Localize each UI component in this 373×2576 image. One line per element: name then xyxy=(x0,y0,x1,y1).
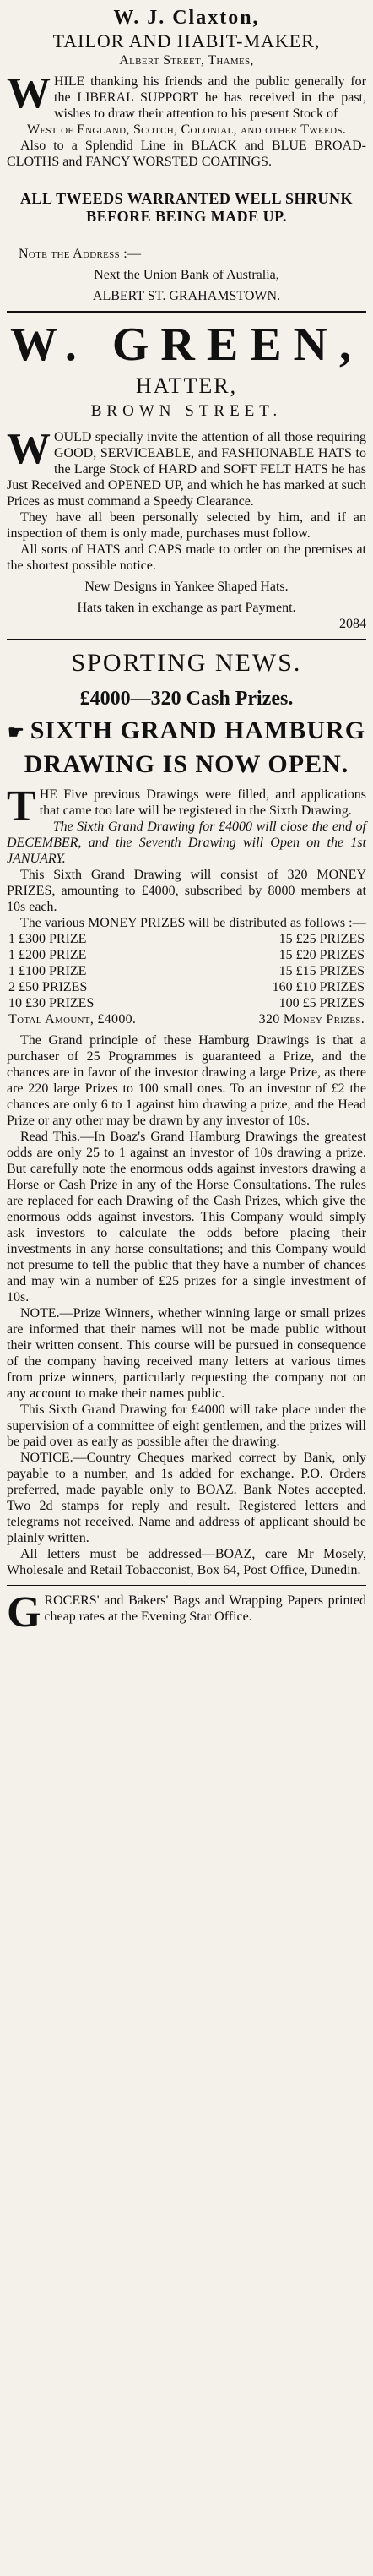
prize-right-cell: 15 £15 PRIZES xyxy=(278,964,365,979)
total-prizes: 320 Money Prizes. xyxy=(258,1012,365,1027)
paragraph-sixth-drawing: The Sixth Grand Drawing for £4000 will close the end of DECEMBER, and the Seventh Drawing will Open on the 1st JANUARY. xyxy=(7,820,366,867)
prize-left-cell: 1 £200 PRIZE xyxy=(8,948,87,963)
prize-row xyxy=(7,963,366,979)
green-advertisement xyxy=(7,319,366,632)
sporting-news-advertisement xyxy=(7,649,366,1578)
paragraph-prize-winners: NOTE.—Prize Winners, whether winning large or small prizes are informed that their names will not be made public without their written consent. This course will be pursued in consequence of the company having received many letters at various times from prize winners, particularly requesting the company not on any account to make their names public. xyxy=(7,1306,366,1402)
prize-right-cell: 15 £20 PRIZES xyxy=(278,948,365,963)
prize-right-cell: 15 £25 PRIZES xyxy=(278,932,365,947)
prize-table xyxy=(7,931,366,1027)
advertiser-name: W. GREEN, xyxy=(9,319,363,371)
designs-text: New Designs in Yankee Shaped Hats. xyxy=(84,580,289,594)
grocers-advertisement xyxy=(7,1588,366,1637)
drop-cap: W xyxy=(7,425,51,473)
paragraph-distribution: The various MONEY PRIZES will be distributed as follows :— xyxy=(20,916,366,931)
pointing-hand-icon: ☛ xyxy=(7,722,25,743)
selection-text: They have all been personally selected by him, and if an inspection of them is only made, purchases must follow. xyxy=(7,510,366,541)
paragraph-address: All letters must be addressed—BOAZ, care Mr Mosely, Wholesale and Retail Tobacconist, Box 64, Post Office, Dunedin. xyxy=(7,1547,366,1578)
prize-left-cell: 10 £30 PRIZES xyxy=(8,996,95,1011)
trade-title: HATTER, xyxy=(135,373,238,398)
prize-left-cell: 1 £100 PRIZE xyxy=(8,964,87,979)
intro-text: OULD specially invite the attention of all those requiring GOOD, SERVICEABLE, and FASHIONABLE HATS to the Large Stock of HARD and SOFT FELT HATS he has Just Received and OPENED UP, and which he has marked at such Prices as must command a Speedy Clearance. xyxy=(7,430,366,509)
section-heading: SPORTING NEWS. xyxy=(71,649,302,677)
section-divider xyxy=(7,1585,366,1586)
reference-number: 2084 xyxy=(339,617,366,631)
prize-left-cell: 1 £300 PRIZE xyxy=(8,932,87,947)
warranty-text: ALL TWEEDS WARRANTED WELL SHRUNK BEFORE BEING MADE UP. xyxy=(19,190,354,225)
section-divider xyxy=(7,311,366,313)
tweeds-line: West of England, Scotch, Colonial, and other Tweeds. xyxy=(26,123,347,137)
prize-row xyxy=(7,995,366,1011)
prize-right-cell: 100 £5 PRIZES xyxy=(278,996,365,1011)
paragraph-prizes: This Sixth Grand Drawing will consist of 320 MONEY PRIZES, amounting to £4000, subscribed by 8000 members at 10s each. xyxy=(7,868,366,915)
prize-total-row xyxy=(7,1011,366,1027)
section-divider xyxy=(7,639,366,640)
prize-row xyxy=(7,947,366,963)
total-amount: Total Amount, £4000. xyxy=(8,1012,137,1027)
prize-row xyxy=(7,931,366,947)
address-note: Note the Address :— xyxy=(19,247,142,261)
drop-cap: W xyxy=(7,69,51,117)
broadcloth-text: Also to a Splendid Line in BLACK and BLUE BROAD-CLOTHS and FANCY WORSTED COATINGS. xyxy=(7,139,366,169)
drop-cap: G xyxy=(7,1588,41,1637)
paragraph-notice: NOTICE.—Country Cheques marked correct by Bank, only payable to a number, and 1s added for exchange. P.O. Orders preferred, made payable only to BOAZ. Bank Notes accepted. Two 2d stamps for reply and result. Registered letters and telegrams not received. Name and address of applicant should be plainly written. xyxy=(7,1451,366,1546)
drawing-headline-line2: DRAWING IS NOW OPEN. xyxy=(24,750,349,779)
street-name: BROWN STREET. xyxy=(90,402,283,420)
trade-title: TAILOR AND HABIT-MAKER, xyxy=(52,30,321,52)
drop-cap: T xyxy=(7,782,36,831)
grocers-text: ROCERS' and Bakers' Bags and Wrapping Papers printed cheap rates at the Evening Star Office. xyxy=(44,1593,366,1625)
next-to-text: Next the Union Bank of Australia, xyxy=(94,268,279,282)
exchange-text: Hats taken in exchange as part Payment. xyxy=(77,601,296,615)
claxton-advertisement xyxy=(7,5,366,304)
sorts-text: All sorts of HATS and CAPS made to order on the premises at the shortest possible notice. xyxy=(7,542,366,573)
paragraph-grand-principle: The Grand principle of these Hamburg Drawings is that a purchaser of 25 Programmes is guaranteed a Prize, and the chances are in favor of the investor drawing a large Prize, as there are 220 large Prizes to 100 small ones. To an investor of £2 the chances are only 6 to 1 against him drawing a prize, and the Head Prize or any other may be drawn by any investor of 10s. xyxy=(7,1033,366,1129)
paragraph-read-this: Read This.—In Boaz's Grand Hamburg Drawings the greatest odds are only 25 to 1 against an investor of 10s drawing a prize. But carefully note the enormous odds against investors drawing a Horse or Cash Prize in any of the Horse Consultations. The rules are replaced for each Drawing of the Cash Prizes, which give the enormous odds against investors. This Company would simply ask investors to calculate the odds before placing their investments in any horse consultations; and this Company would not presume to tell the public that they have a number of chances and may win a number of £25 prizes for a single investment of 10s. xyxy=(7,1130,366,1305)
prize-left-cell: 2 £50 PRIZES xyxy=(8,980,88,995)
business-address: Albert Street, Thames, xyxy=(119,53,254,68)
location-text: ALBERT ST. GRAHAMSTOWN. xyxy=(92,289,281,303)
intro-text: HILE thanking his friends and the public generally for the LIBERAL SUPPORT he has received in the past, wishes to draw their attention to his present Stock of xyxy=(54,74,366,121)
paragraph-previous-drawings: HE Five previous Drawings were filled, and applications that came too late will be registered in the Sixth Drawing. xyxy=(39,787,366,819)
drawing-headline xyxy=(7,716,366,748)
prize-headline: £4000—320 Cash Prizes. xyxy=(79,688,294,710)
advertiser-name: W. J. Claxton, xyxy=(113,7,260,29)
prize-right-cell: 160 £10 PRIZES xyxy=(272,980,365,995)
prize-row xyxy=(7,979,366,995)
paragraph-supervision: This Sixth Grand Drawing for £4000 will take place under the supervision of a committee of eight gentlemen, and the prizes will be paid over as early as possible after the drawing. xyxy=(7,1402,366,1450)
drawing-headline-line1: SIXTH GRAND HAMBURG xyxy=(30,716,366,744)
